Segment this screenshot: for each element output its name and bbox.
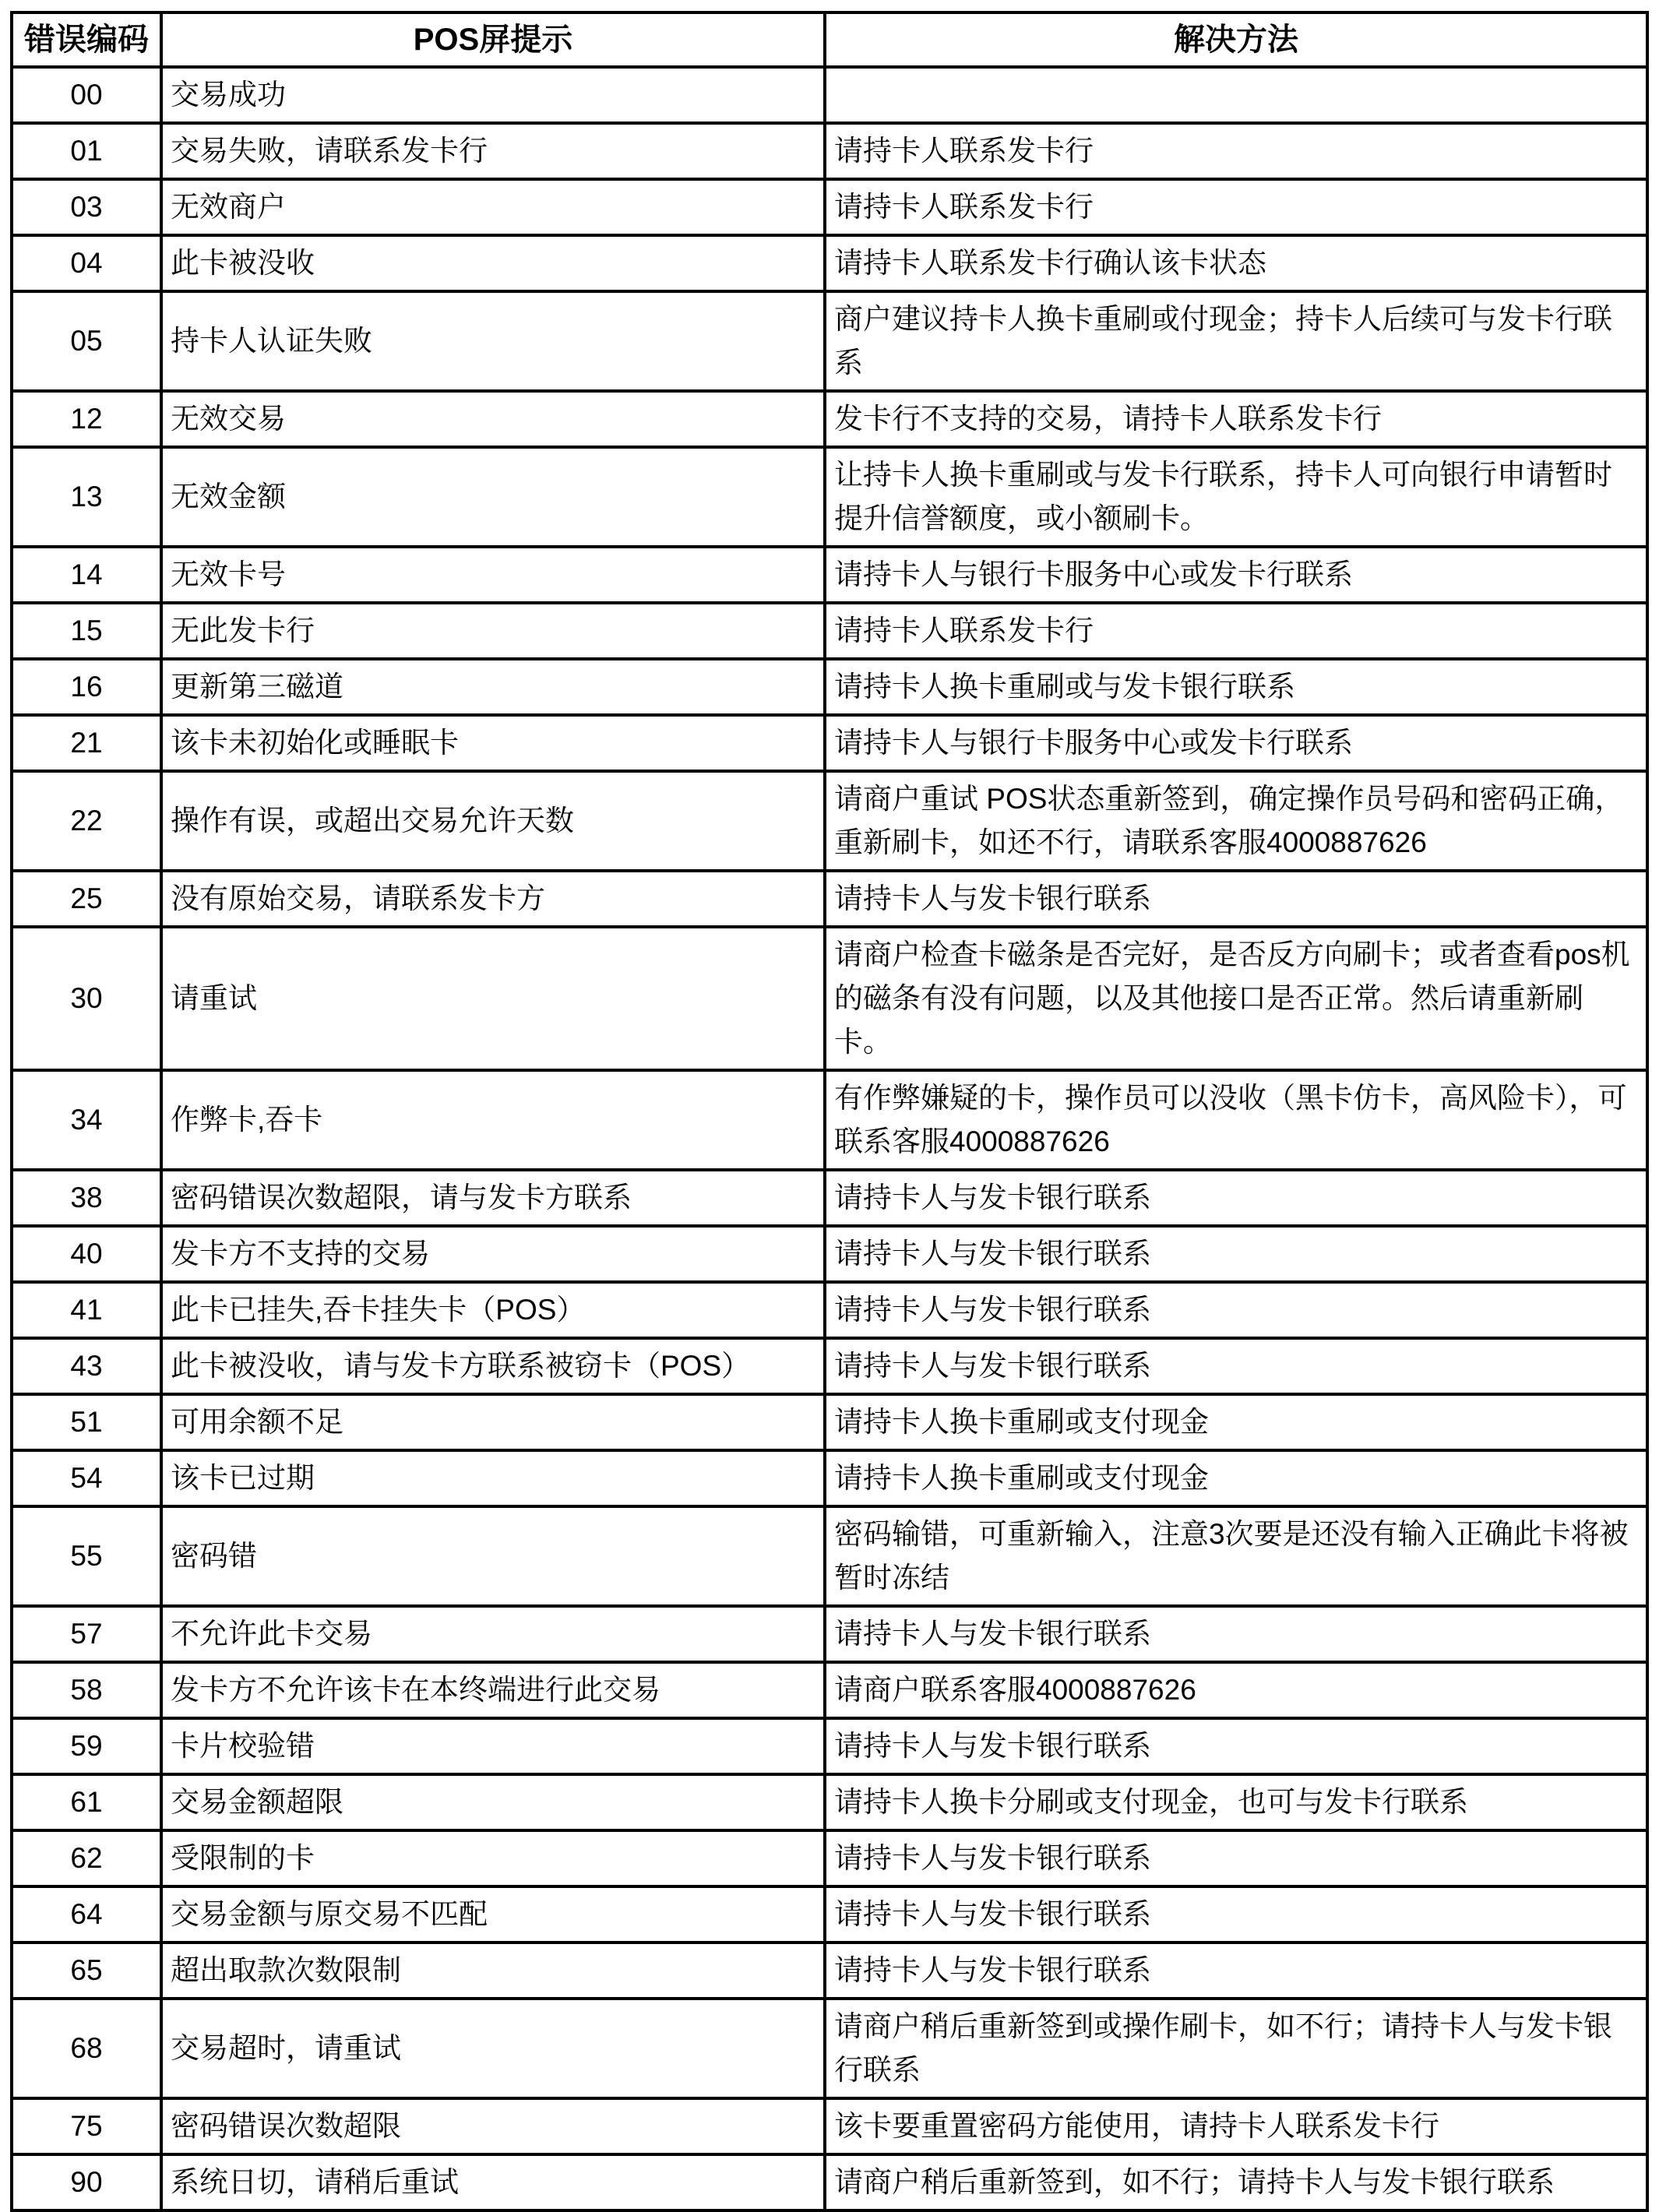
solution-cell: 请持卡人联系发卡行 bbox=[825, 123, 1647, 179]
table-row bbox=[12, 1718, 1647, 1774]
solution-cell: 请持卡人换卡重刷或支付现金 bbox=[825, 1450, 1647, 1506]
table-row bbox=[12, 927, 1647, 1070]
table-row bbox=[12, 123, 1647, 179]
pos-prompt-cell: 交易成功 bbox=[161, 67, 825, 123]
header-row bbox=[12, 12, 1647, 67]
error-code-cell: 34 bbox=[12, 1070, 161, 1170]
table-row bbox=[12, 2154, 1647, 2210]
table-row bbox=[12, 1226, 1647, 1282]
error-code-table bbox=[10, 11, 1649, 2212]
pos-prompt-cell: 没有原始交易，请联系发卡方 bbox=[161, 871, 825, 927]
solution-cell: 请商户联系客服4000887626 bbox=[825, 1662, 1647, 1718]
pos-prompt-cell: 密码错 bbox=[161, 1506, 825, 1606]
table-row bbox=[12, 771, 1647, 871]
pos-prompt-cell: 操作有误，或超出交易允许天数 bbox=[161, 771, 825, 871]
table-row bbox=[12, 715, 1647, 771]
solution-cell: 请商户检查卡磁条是否完好，是否反方向刷卡；或者查看pos机的磁条有没有问题，以及其他接口是否正常。然后请重新刷卡。 bbox=[825, 927, 1647, 1070]
error-code-cell: 90 bbox=[12, 2154, 161, 2210]
error-code-cell: 75 bbox=[12, 2098, 161, 2154]
error-code-cell: 05 bbox=[12, 291, 161, 391]
error-code-cell: 14 bbox=[12, 547, 161, 603]
solution-cell: 请持卡人与发卡银行联系 bbox=[825, 1943, 1647, 1999]
pos-prompt-cell: 超出取款次数限制 bbox=[161, 1943, 825, 1999]
table-row bbox=[12, 603, 1647, 659]
pos-prompt-cell: 无此发卡行 bbox=[161, 603, 825, 659]
solution-cell: 请商户稍后重新签到，如不行；请持卡人与发卡银行联系 bbox=[825, 2154, 1647, 2210]
solution-cell: 请持卡人与银行卡服务中心或发卡行联系 bbox=[825, 715, 1647, 771]
pos-prompt-cell: 该卡未初始化或睡眠卡 bbox=[161, 715, 825, 771]
table-row bbox=[12, 1506, 1647, 1606]
solution-cell: 有作弊嫌疑的卡，操作员可以没收（黑卡仿卡，高风险卡），可联系客服4000887626 bbox=[825, 1070, 1647, 1170]
table-body bbox=[12, 67, 1647, 2210]
error-code-cell: 38 bbox=[12, 1170, 161, 1226]
table-row bbox=[12, 1606, 1647, 1662]
pos-prompt-cell: 该卡已过期 bbox=[161, 1450, 825, 1506]
pos-prompt-cell: 此卡已挂失,吞卡挂失卡（POS） bbox=[161, 1282, 825, 1338]
error-code-cell: 65 bbox=[12, 1943, 161, 1999]
solution-cell: 该卡要重置密码方能使用，请持卡人联系发卡行 bbox=[825, 2098, 1647, 2154]
solution-cell: 请持卡人与发卡银行联系 bbox=[825, 1170, 1647, 1226]
error-code-cell: 64 bbox=[12, 1886, 161, 1943]
pos-prompt-cell: 卡片校验错 bbox=[161, 1718, 825, 1774]
error-code-cell: 41 bbox=[12, 1282, 161, 1338]
solution-cell: 请持卡人换卡重刷或支付现金 bbox=[825, 1394, 1647, 1450]
table-row bbox=[12, 1886, 1647, 1943]
error-code-cell: 57 bbox=[12, 1606, 161, 1662]
table-row bbox=[12, 179, 1647, 235]
table-row bbox=[12, 871, 1647, 927]
table-row bbox=[12, 1774, 1647, 1830]
pos-prompt-cell: 请重试 bbox=[161, 927, 825, 1070]
solution-cell: 请持卡人与发卡银行联系 bbox=[825, 1338, 1647, 1394]
pos-prompt-cell: 作弊卡,吞卡 bbox=[161, 1070, 825, 1170]
pos-prompt-cell: 交易金额超限 bbox=[161, 1774, 825, 1830]
error-code-cell: 51 bbox=[12, 1394, 161, 1450]
error-code-cell: 25 bbox=[12, 871, 161, 927]
pos-prompt-cell: 发卡方不支持的交易 bbox=[161, 1226, 825, 1282]
error-code-cell: 61 bbox=[12, 1774, 161, 1830]
error-code-cell: 30 bbox=[12, 927, 161, 1070]
solution-cell: 请持卡人与发卡银行联系 bbox=[825, 1830, 1647, 1886]
table-row bbox=[12, 1338, 1647, 1394]
table-row bbox=[12, 2098, 1647, 2154]
error-code-cell: 62 bbox=[12, 1830, 161, 1886]
solution-cell: 发卡行不支持的交易，请持卡人联系发卡行 bbox=[825, 391, 1647, 447]
pos-prompt-cell: 系统日切，请稍后重试 bbox=[161, 2154, 825, 2210]
solution-cell: 请持卡人换卡分刷或支付现金，也可与发卡行联系 bbox=[825, 1774, 1647, 1830]
error-code-cell: 01 bbox=[12, 123, 161, 179]
error-code-cell: 16 bbox=[12, 659, 161, 715]
solution-cell: 请持卡人换卡重刷或与发卡银行联系 bbox=[825, 659, 1647, 715]
error-code-cell: 59 bbox=[12, 1718, 161, 1774]
table-row bbox=[12, 659, 1647, 715]
header-pos-prompt: POS屏提示 bbox=[161, 12, 825, 67]
pos-prompt-cell: 更新第三磁道 bbox=[161, 659, 825, 715]
pos-prompt-cell: 交易超时，请重试 bbox=[161, 1999, 825, 2098]
error-code-cell: 58 bbox=[12, 1662, 161, 1718]
table-header bbox=[12, 12, 1647, 67]
pos-prompt-cell: 受限制的卡 bbox=[161, 1830, 825, 1886]
error-code-cell: 04 bbox=[12, 235, 161, 291]
error-code-cell: 55 bbox=[12, 1506, 161, 1606]
table-row bbox=[12, 447, 1647, 547]
table-row bbox=[12, 1070, 1647, 1170]
solution-cell: 请持卡人与银行卡服务中心或发卡行联系 bbox=[825, 547, 1647, 603]
pos-prompt-cell: 密码错误次数超限 bbox=[161, 2098, 825, 2154]
table-row bbox=[12, 1830, 1647, 1886]
table-row bbox=[12, 235, 1647, 291]
table-row bbox=[12, 67, 1647, 123]
pos-prompt-cell: 交易失败，请联系发卡行 bbox=[161, 123, 825, 179]
pos-prompt-cell: 此卡被没收 bbox=[161, 235, 825, 291]
table-row bbox=[12, 1999, 1647, 2098]
error-code-cell: 43 bbox=[12, 1338, 161, 1394]
table-row bbox=[12, 1282, 1647, 1338]
error-code-cell: 15 bbox=[12, 603, 161, 659]
pos-prompt-cell: 发卡方不允许该卡在本终端进行此交易 bbox=[161, 1662, 825, 1718]
pos-prompt-cell: 无效交易 bbox=[161, 391, 825, 447]
solution-cell: 请持卡人与发卡银行联系 bbox=[825, 1718, 1647, 1774]
pos-prompt-cell: 可用余额不足 bbox=[161, 1394, 825, 1450]
solution-cell: 请持卡人与发卡银行联系 bbox=[825, 1282, 1647, 1338]
solution-cell: 请持卡人与发卡银行联系 bbox=[825, 1606, 1647, 1662]
pos-prompt-cell: 密码错误次数超限，请与发卡方联系 bbox=[161, 1170, 825, 1226]
error-code-cell: 54 bbox=[12, 1450, 161, 1506]
table-row bbox=[12, 391, 1647, 447]
error-code-cell: 21 bbox=[12, 715, 161, 771]
error-code-cell: 68 bbox=[12, 1999, 161, 2098]
solution-cell: 请持卡人与发卡银行联系 bbox=[825, 871, 1647, 927]
pos-prompt-cell: 交易金额与原交易不匹配 bbox=[161, 1886, 825, 1943]
solution-cell: 商户建议持卡人换卡重刷或付现金；持卡人后续可与发卡行联系 bbox=[825, 291, 1647, 391]
table-row bbox=[12, 1394, 1647, 1450]
solution-cell: 让持卡人换卡重刷或与发卡行联系，持卡人可向银行申请暂时提升信誉额度，或小额刷卡。 bbox=[825, 447, 1647, 547]
table-row bbox=[12, 547, 1647, 603]
table-row bbox=[12, 1943, 1647, 1999]
header-error-code: 错误编码 bbox=[12, 12, 161, 67]
solution-cell: 请持卡人联系发卡行 bbox=[825, 603, 1647, 659]
error-code-cell: 40 bbox=[12, 1226, 161, 1282]
error-code-cell: 12 bbox=[12, 391, 161, 447]
solution-cell: 请持卡人联系发卡行确认该卡状态 bbox=[825, 235, 1647, 291]
header-solution: 解决方法 bbox=[825, 12, 1647, 67]
table-row bbox=[12, 291, 1647, 391]
solution-cell: 请商户重试 POS状态重新签到，确定操作员号码和密码正确，重新刷卡，如还不行，请联系客服4000887626 bbox=[825, 771, 1647, 871]
solution-cell bbox=[825, 67, 1647, 123]
solution-cell: 请持卡人与发卡银行联系 bbox=[825, 1886, 1647, 1943]
pos-prompt-cell: 持卡人认证失败 bbox=[161, 291, 825, 391]
pos-prompt-cell: 不允许此卡交易 bbox=[161, 1606, 825, 1662]
error-code-cell: 03 bbox=[12, 179, 161, 235]
solution-cell: 请持卡人与发卡银行联系 bbox=[825, 1226, 1647, 1282]
pos-prompt-cell: 无效金额 bbox=[161, 447, 825, 547]
table-row bbox=[12, 1170, 1647, 1226]
solution-cell: 密码输错，可重新输入，注意3次要是还没有输入正确此卡将被暂时冻结 bbox=[825, 1506, 1647, 1606]
error-code-cell: 22 bbox=[12, 771, 161, 871]
pos-prompt-cell: 无效卡号 bbox=[161, 547, 825, 603]
table-row bbox=[12, 1662, 1647, 1718]
pos-prompt-cell: 此卡被没收，请与发卡方联系被窃卡（POS） bbox=[161, 1338, 825, 1394]
solution-cell: 请商户稍后重新签到或操作刷卡，如不行；请持卡人与发卡银行联系 bbox=[825, 1999, 1647, 2098]
pos-prompt-cell: 无效商户 bbox=[161, 179, 825, 235]
table-row bbox=[12, 1450, 1647, 1506]
error-code-cell: 13 bbox=[12, 447, 161, 547]
solution-cell: 请持卡人联系发卡行 bbox=[825, 179, 1647, 235]
error-code-cell: 00 bbox=[12, 67, 161, 123]
